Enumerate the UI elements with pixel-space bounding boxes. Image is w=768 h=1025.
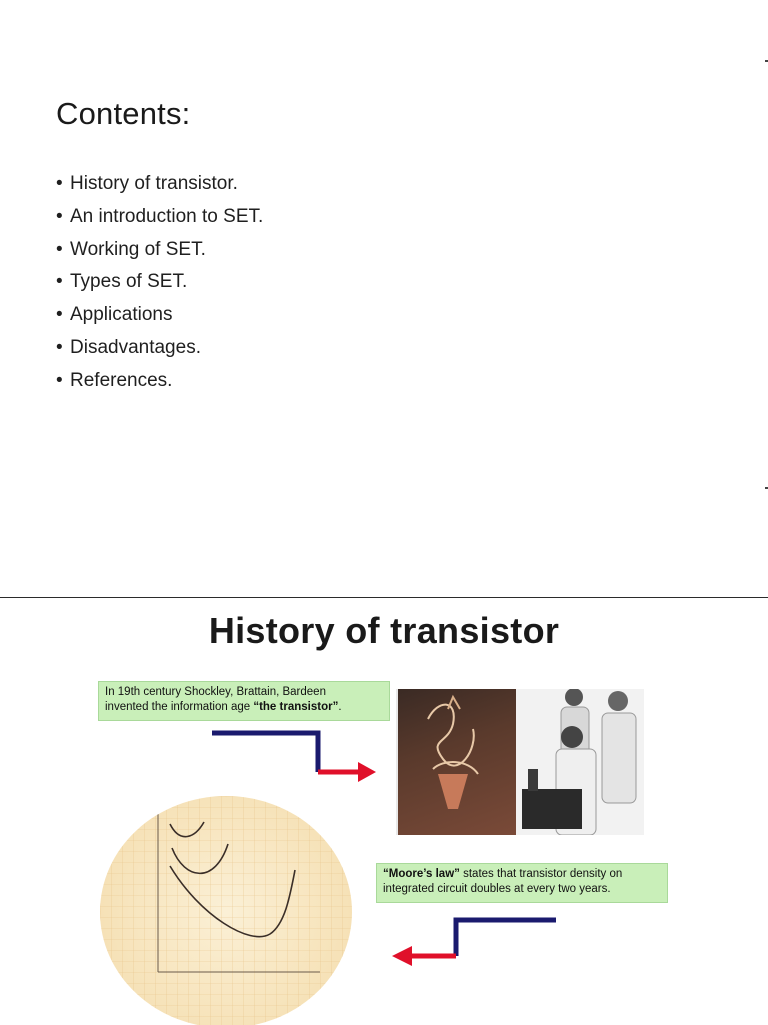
callout-shockley: In 19th century Shockley, Brattain, Bardeen invented the information age “the transistor”.: [98, 681, 390, 721]
scientists-illustration: [396, 689, 644, 835]
slide-history: [0, 597, 768, 1025]
list-item: • Disadvantages.: [56, 336, 201, 358]
slide-title: Contents:: [56, 96, 191, 131]
contents-list: [56, 168, 263, 398]
list-item: • Types of SET.: [56, 271, 188, 293]
arrow-left-icon: [392, 920, 556, 966]
list-item: • Working of SET.: [56, 238, 206, 260]
list-item: • References.: [56, 369, 173, 391]
slide-title: History of transistor: [208, 610, 560, 651]
arrow-right-icon: [212, 733, 376, 782]
list-item: • History of transistor.: [56, 173, 238, 194]
moores-law-graph: [100, 796, 352, 1025]
inventors-photo: [396, 689, 644, 835]
list-item: • An introduction to SET.: [56, 205, 264, 227]
list-item: • Applications: [56, 304, 173, 326]
callout-moores-law: “Moore’s law” states that transistor density on integrated circuit doubles at every two years.: [376, 863, 668, 903]
